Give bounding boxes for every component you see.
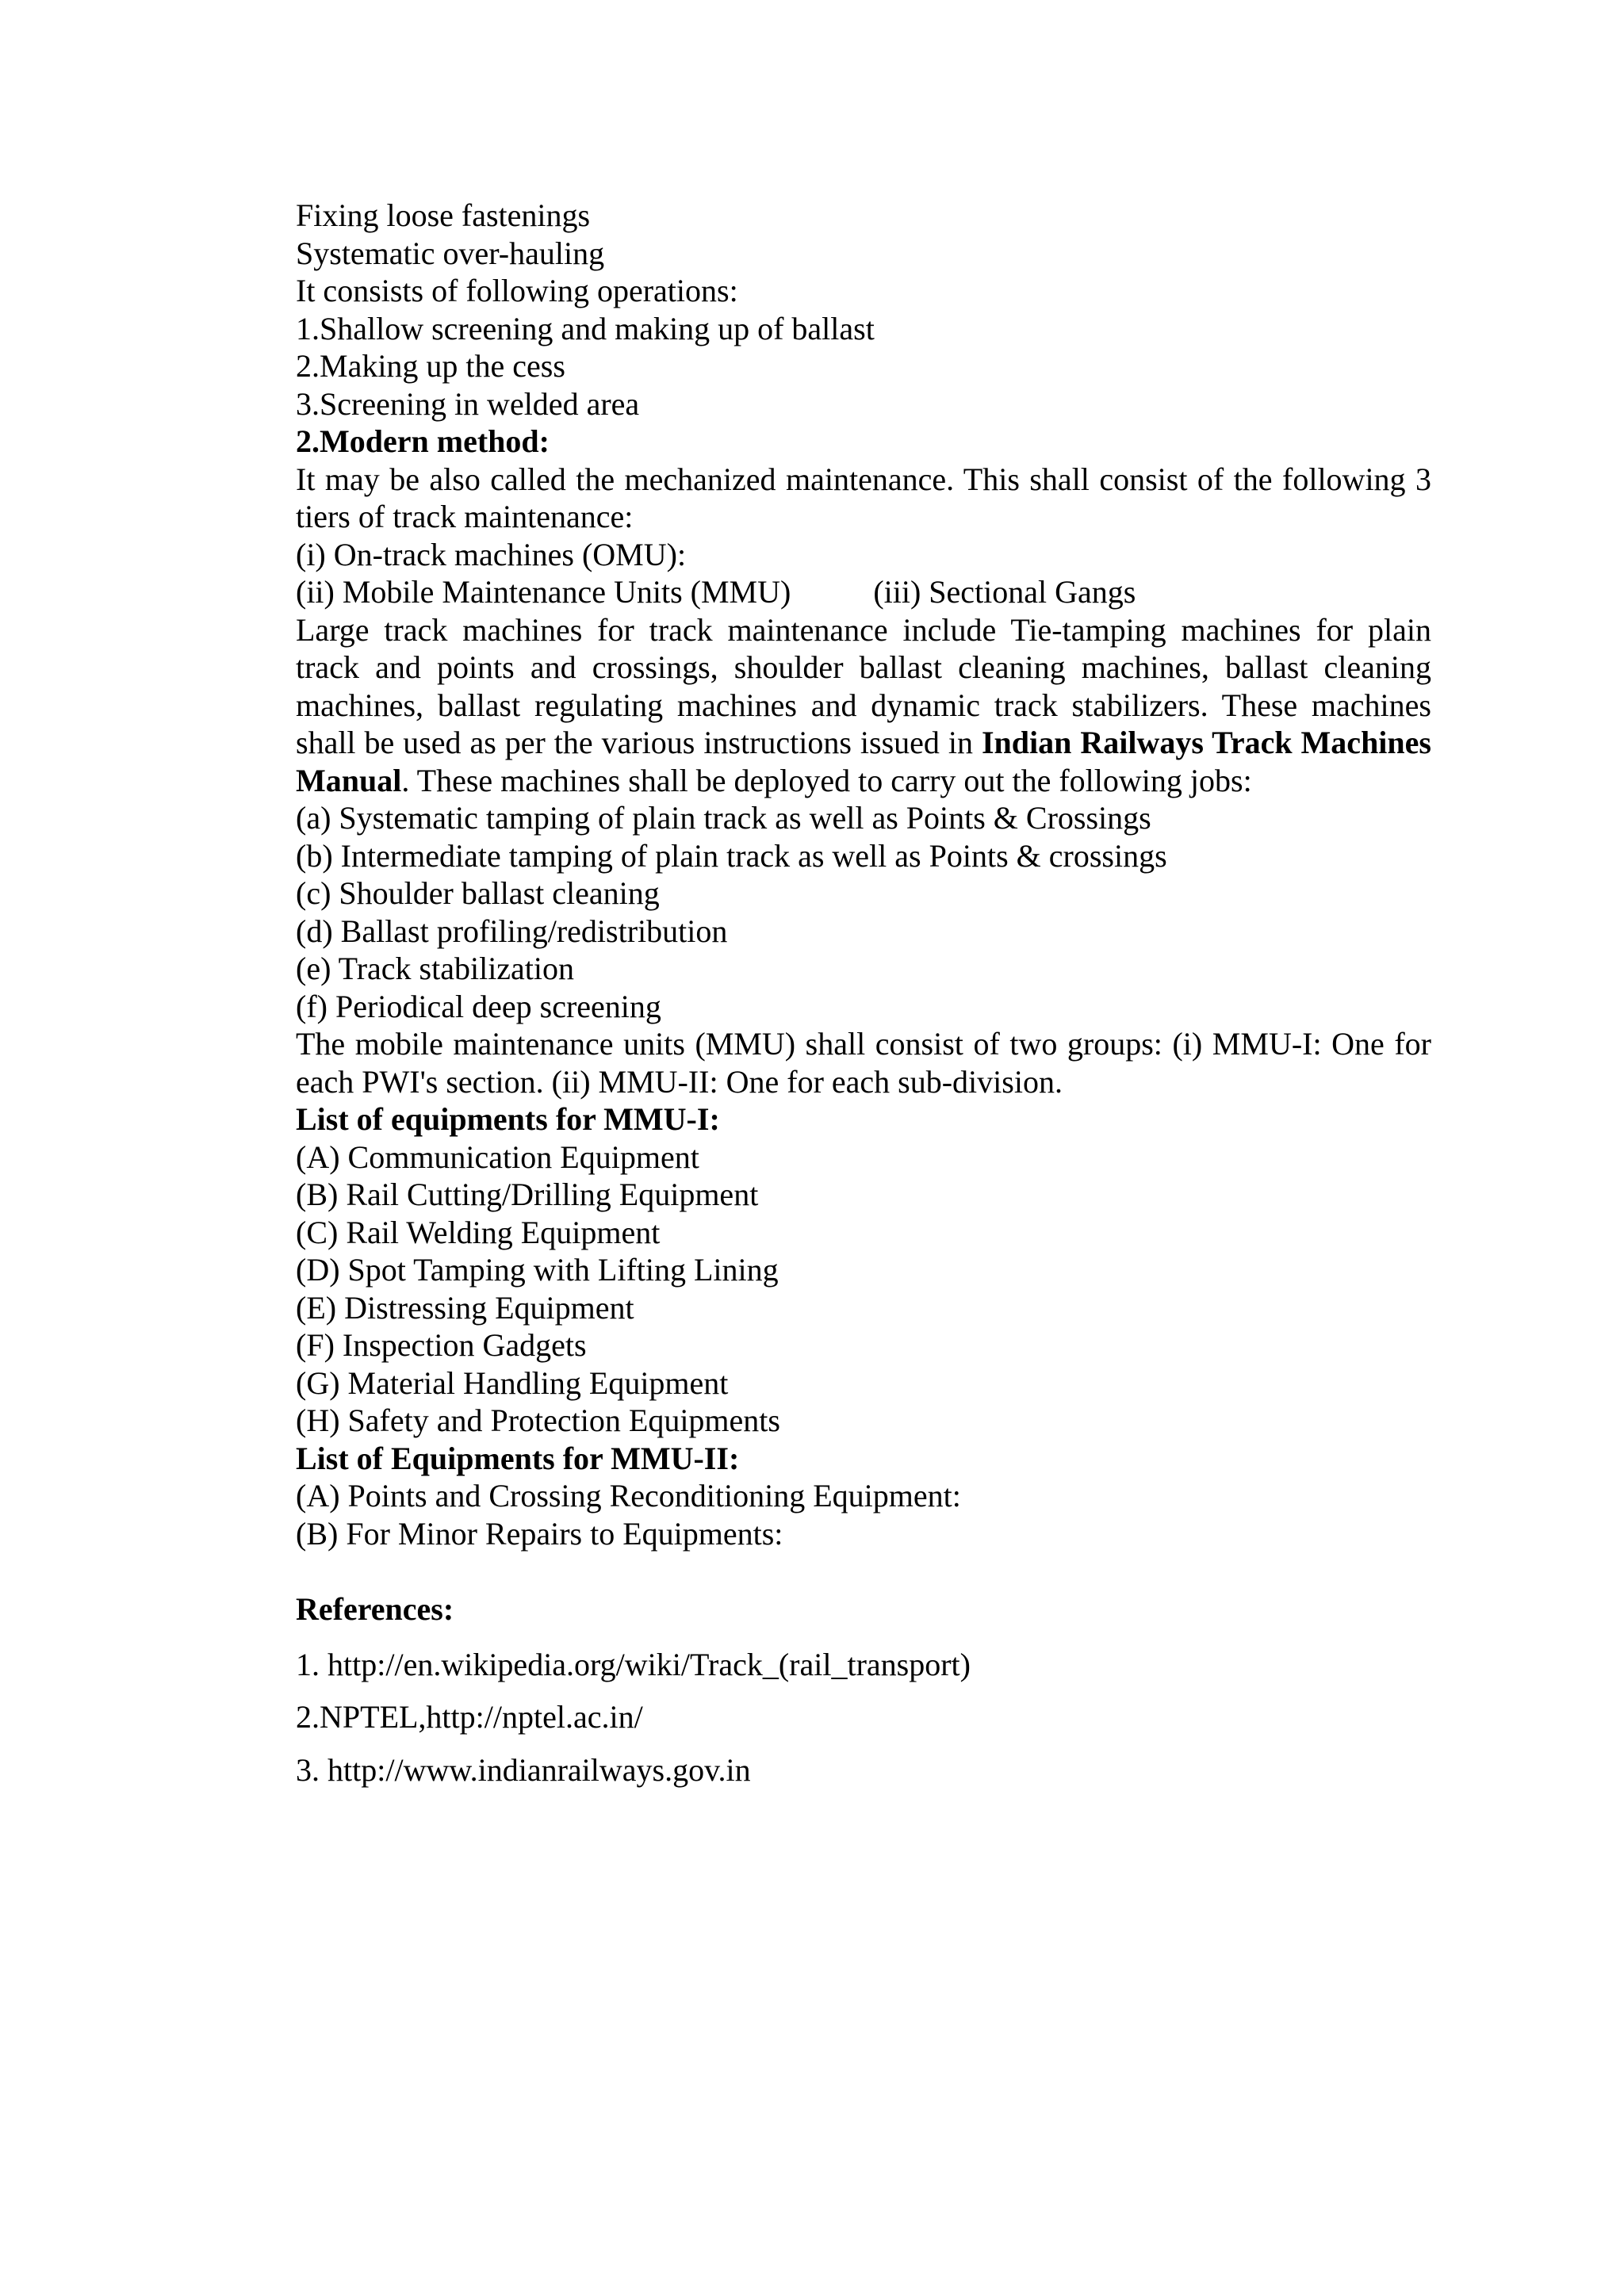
reference-item: 1. http://en.wikipedia.org/wiki/Track_(rail_transport) (296, 1646, 971, 1682)
job-item: (f) Periodical deep screening (296, 988, 661, 1024)
mmu1-heading: List of equipments for MMU-I: (296, 1101, 720, 1137)
reference-item: 2.NPTEL,http://nptel.ac.in/ (296, 1699, 643, 1735)
equipment-item: (A) Points and Crossing Reconditioning Equipment: (296, 1478, 961, 1513)
equipment-item: (B) Rail Cutting/Drilling Equipment (296, 1177, 759, 1212)
operation-item: 3.Screening in welded area (296, 385, 640, 422)
tier-item: (ii) Mobile Maintenance Units (MMU) (296, 574, 791, 610)
machines-text: . These machines shall be deployed to carry out the following jobs: (401, 762, 1252, 798)
tier-item: (iii) Sectional Gangs (873, 574, 1136, 610)
modern-method-paragraph: It may be also called the mechanized maintenance. This shall consist of the following 3 tiers of track maintenance: (296, 461, 1431, 534)
equipment-item: (B) For Minor Repairs to Equipments: (296, 1515, 783, 1552)
intro-line: Systematic over-hauling (296, 235, 605, 271)
tier-row (296, 573, 1431, 611)
equipment-item: (A) Communication Equipment (296, 1138, 699, 1175)
equipment-item: (E) Distressing Equipment (296, 1289, 634, 1326)
reference-item: 3. http://www.indianrailways.gov.in (296, 1751, 751, 1788)
document-page (296, 197, 1431, 1789)
modern-method-heading: 2.Modern method: (296, 423, 550, 459)
equipment-item: (C) Rail Welding Equipment (296, 1214, 661, 1250)
references-heading: References: (296, 1591, 454, 1627)
mmu2-heading: List of Equipments for MMU-II: (296, 1440, 740, 1476)
job-item: (b) Intermediate tamping of plain track as well as Points & crossings (296, 837, 1167, 874)
job-item: (c) Shoulder ballast cleaning (296, 875, 660, 911)
tier-item: (i) On-track machines (OMU): (296, 536, 687, 572)
equipment-item: (F) Inspection Gadgets (296, 1327, 587, 1363)
equipment-item: (H) Safety and Protection Equipments (296, 1402, 780, 1438)
machines-paragraph (296, 611, 1431, 800)
equipment-item: (G) Material Handling Equipment (296, 1364, 729, 1401)
job-item: (d) Ballast profiling/redistribution (296, 913, 728, 949)
mmu-paragraph: The mobile maintenance units (MMU) shall consist of two groups: (i) MMU-I: One for each PWI's section. (ii) MMU-II: One for each sub-division. (296, 1026, 1431, 1100)
job-item: (e) Track stabilization (296, 951, 575, 986)
manual-title: Indian Railways Track Machines Manual (296, 725, 1431, 798)
operation-item: 2.Making up the cess (296, 348, 565, 384)
job-item: (a) Systematic tamping of plain track as well as Points & Crossings (296, 800, 1151, 836)
machines-text: Large track machines for track maintenance include Tie-tamping machines for plain track and points and crossings, shoulder ballast cleaning machines, ballast cleaning machines, ballast regulating machines and dynamic track stabilizers. These machines shall be used as per the various instructions issued in (296, 611, 1431, 760)
operation-item: 1.Shallow screening and making up of ballast (296, 310, 875, 346)
intro-line: It consists of following operations: (296, 273, 738, 308)
equipment-item: (D) Spot Tamping with Lifting Lining (296, 1252, 779, 1288)
intro-line: Fixing loose fastenings (296, 197, 591, 233)
